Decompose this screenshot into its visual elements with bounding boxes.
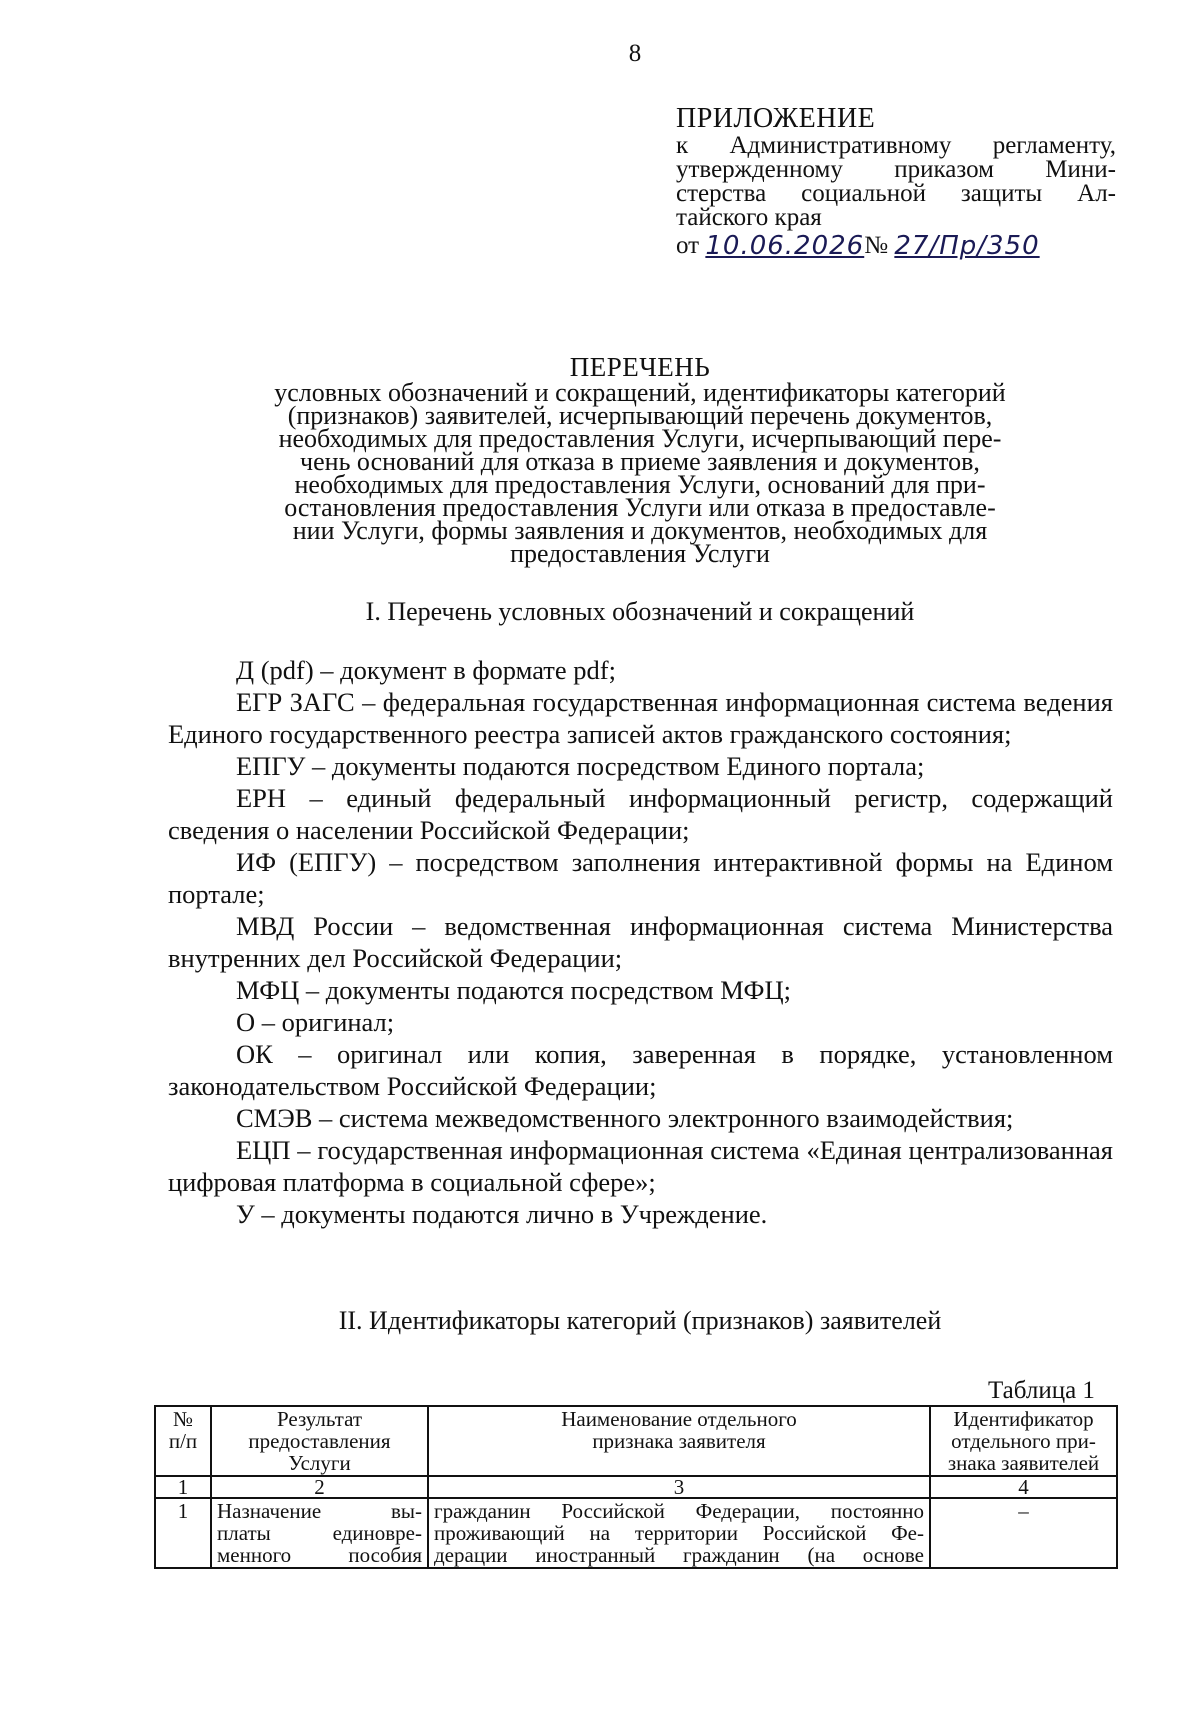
abbreviation-item: МФЦ – документы подаются посредством МФЦ; <box>236 975 791 1005</box>
abbreviation-item: СМЭВ – система межведомственного электронного взаимодействия; <box>236 1103 1014 1133</box>
row-feature-line: дерации иностранный гражданин (на основе <box>434 1543 924 1567</box>
title-line: чень оснований для отказа в приеме заявления и документов, <box>300 447 980 476</box>
column-header-number <box>155 1406 211 1476</box>
column-number: 4 <box>930 1476 1117 1498</box>
section-2-heading: II. Идентификаторы категорий (признаков) заявителей <box>338 1306 942 1335</box>
page-number: 8 <box>628 40 642 67</box>
column-header-text: Идентификатор отдельного при- знака заявителей <box>947 1407 1100 1475</box>
title-line: условных обозначений и сокращений, идентификаторы категорий <box>274 378 1006 407</box>
table-caption: Таблица 1 <box>988 1377 1095 1404</box>
row-identifier: – <box>930 1498 1117 1568</box>
column-number: 1 <box>155 1476 211 1498</box>
abbreviation-item: ЕГР ЗАГС – федеральная государственная информационная система ведения Единого государственного реестра записей актов гражданского состояния; <box>168 687 1113 749</box>
table-header-row <box>155 1406 1117 1476</box>
abbreviation-item: О – оригинал; <box>236 1007 395 1037</box>
abbreviation-item: ЕРН – единый федеральный информационный регистр, содержащий сведения о населении Российской Федерации; <box>168 783 1113 845</box>
abbreviation-item: ЕЦП – государственная информационная система «Единая централизованная цифровая платформа в социальной сфере»; <box>168 1135 1113 1197</box>
date-prefix: от <box>676 232 700 259</box>
row-feature-line: проживающий на территории Российской Фе- <box>434 1521 924 1545</box>
title-line: остановления предоставления Услуги или отказа в предоставле- <box>284 493 996 522</box>
handwritten-date: 10.06.2026 <box>705 231 865 261</box>
appendix-line: тайского края <box>676 204 822 231</box>
row-result <box>211 1498 428 1568</box>
appendix-heading: ПРИЛОЖЕНИЕ <box>676 103 876 134</box>
column-header-result <box>211 1406 428 1476</box>
column-header-identifier <box>930 1406 1117 1476</box>
title-line: необходимых для предоставления Услуги, оснований для при- <box>294 470 986 499</box>
abbreviation-item: Д (pdf) – документ в формате pdf; <box>236 655 616 685</box>
appendix-line: стерства социальной защиты Ал- <box>676 180 1116 207</box>
section-1-heading: I. Перечень условных обозначений и сокращений <box>365 597 915 626</box>
appendix-line: к Административному регламенту, <box>676 132 1116 159</box>
title-line: предоставления Услуги <box>510 539 770 568</box>
row-result-line: Назначение вы- <box>217 1499 422 1523</box>
column-header-text: № п/п <box>168 1407 198 1453</box>
row-feature-line: гражданин Российской Федерации, постоянно <box>434 1499 924 1523</box>
abbreviation-list <box>168 654 1113 1230</box>
handwritten-order-number: 27/Пр/350 <box>894 231 1040 261</box>
row-result-line: менного пособия <box>217 1543 422 1567</box>
column-header-text: Результат предоставления Услуги <box>248 1407 391 1475</box>
abbreviation-item: ЕПГУ – документы подаются посредством Единого портала; <box>236 751 925 781</box>
abbreviation-item: МВД России – ведомственная информационная система Министерства внутренних дел Российской Федерации; <box>168 911 1113 973</box>
column-number: 3 <box>428 1476 930 1498</box>
title-line: необходимых для предоставления Услуги, исчерпывающий пере- <box>278 424 1002 453</box>
row-feature <box>428 1498 930 1568</box>
appendix-block <box>676 103 1116 261</box>
table-row <box>155 1498 1117 1568</box>
document-title-block <box>230 352 1050 568</box>
column-number: 2 <box>211 1476 428 1498</box>
title-line: (признаков) заявителей, исчерпывающий перечень документов, <box>287 401 993 430</box>
column-number-row <box>155 1476 1117 1498</box>
title-line: нии Услуги, формы заявления и документов, необходимых для <box>292 516 988 545</box>
order-date-line <box>676 231 1116 261</box>
abbreviation-item: ОК – оригинал или копия, заверенная в порядке, установленном законодательством Российской Федерации; <box>168 1039 1113 1101</box>
row-result-line: платы единовре- <box>217 1521 422 1545</box>
row-number: 1 <box>155 1498 211 1568</box>
number-prefix: № <box>864 232 889 259</box>
appendix-line: утвержденному приказом Мини- <box>676 156 1116 183</box>
column-header-text: Наименование отдельного признака заявителя <box>561 1407 797 1453</box>
column-header-feature <box>428 1406 930 1476</box>
abbreviation-item: ИФ (ЕПГУ) – посредством заполнения интерактивной формы на Едином портале; <box>168 847 1113 909</box>
document-title: ПЕРЕЧЕНЬ <box>569 352 711 382</box>
identifiers-table <box>154 1405 1118 1569</box>
abbreviation-item: У – документы подаются лично в Учреждение. <box>236 1199 768 1229</box>
